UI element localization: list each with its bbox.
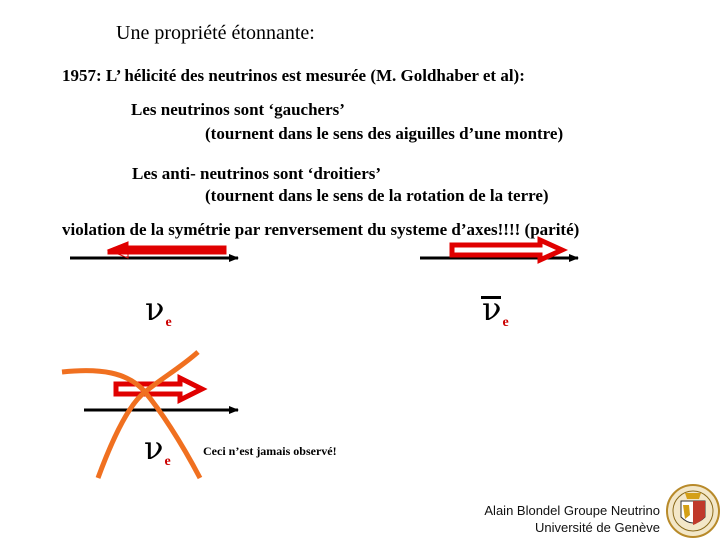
neutrinos-rotation-note: (tournent dans le sens des aiguilles d’une montre): [205, 124, 564, 143]
neutrinos-left-handed: Les neutrinos sont ‘gauchers’: [131, 100, 345, 119]
antineutrino-symbol: νe: [482, 290, 509, 330]
measurement-line: 1957: L’ hélicité des neutrinos est mesurée (M. Goldhaber et al):: [62, 66, 525, 85]
antineutrinos-right-handed: Les anti- neutrinos sont ‘droitiers’: [132, 164, 382, 183]
credit-university: Université de Genève: [534, 520, 660, 535]
neutrino-symbol: νe: [145, 290, 172, 330]
parity-violation-line: violation de la symétrie par renversement du systeme d’axes!!!! (parité): [62, 220, 580, 239]
slide-title: Une propriété étonnante:: [116, 22, 315, 44]
antineutrinos-rotation-note: (tournent dans le sens de la rotation de la terre): [205, 186, 549, 205]
universite-geneve-logo: [667, 485, 719, 537]
forbidden-neutrino-symbol: νe: [144, 429, 171, 469]
neutrino-spin-arrow: [108, 242, 226, 254]
not-observed-note: Ceci n’est jamais observé!: [203, 444, 337, 458]
credit-group: Alain Blondel Groupe Neutrino: [484, 503, 660, 518]
cross-out-stroke-1: [62, 371, 200, 478]
antineutrino-spin-arrow: [452, 240, 562, 260]
credit-block: [440, 502, 660, 536]
